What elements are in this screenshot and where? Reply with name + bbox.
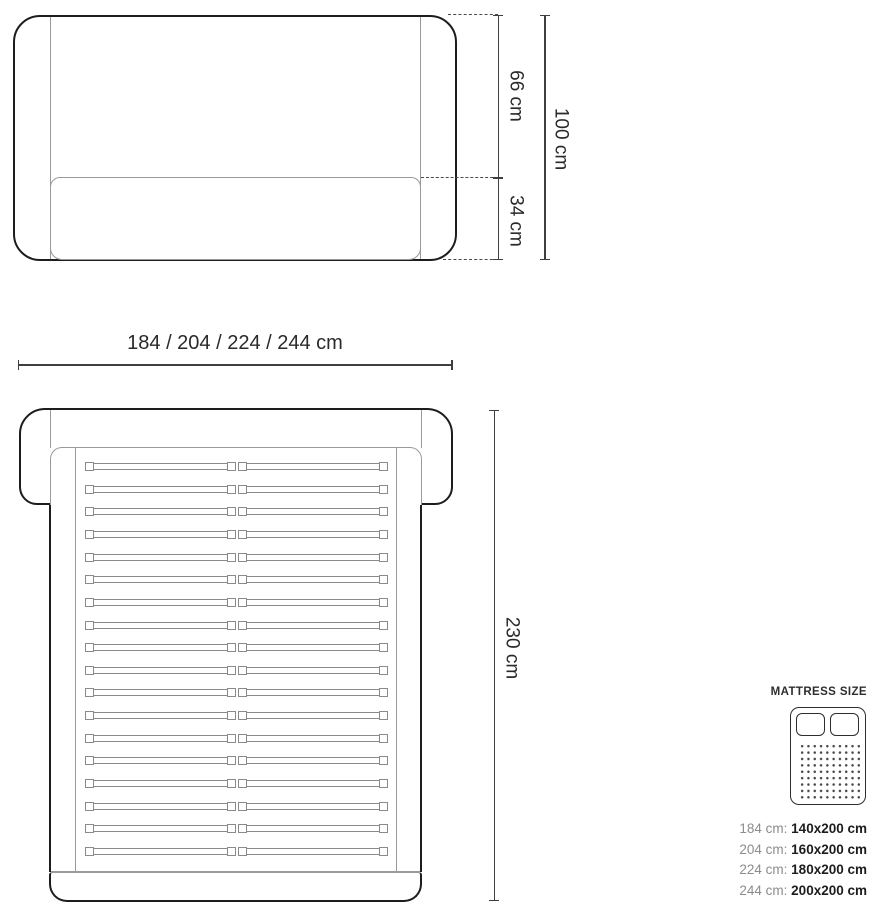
slat [85, 554, 236, 561]
slat-end-cap [85, 643, 94, 652]
slat-end-cap [85, 688, 94, 697]
slat-end-cap [85, 779, 94, 788]
slat-end-cap [379, 530, 388, 539]
dim-line-66-34 [498, 15, 500, 260]
slat-end-cap [227, 507, 236, 516]
legend-mattress-size: 140x200 cm [791, 821, 867, 836]
legend-bed-width: 224 cm: [739, 862, 788, 877]
slat-end-cap [379, 462, 388, 471]
slat-end-cap [227, 756, 236, 765]
pillow-icon [796, 713, 825, 736]
slat [238, 757, 388, 764]
legend-rows [697, 819, 867, 901]
slat [238, 554, 388, 561]
dim-label-230cm: 230 cm [501, 616, 523, 680]
dim-tick [493, 259, 503, 261]
slat-end-cap [238, 734, 247, 743]
slat-end-cap [379, 598, 388, 607]
slat [85, 531, 236, 538]
slat-end-cap [227, 688, 236, 697]
slat-end-cap [379, 485, 388, 494]
slat-end-cap [238, 643, 247, 652]
slat [238, 689, 388, 696]
slat-end-cap [85, 621, 94, 630]
frame-right-rail [396, 448, 397, 872]
slat [85, 644, 236, 651]
slat [238, 599, 388, 606]
slat [85, 780, 236, 787]
slat-end-cap [238, 462, 247, 471]
slat-end-cap [227, 462, 236, 471]
slat-end-cap [85, 507, 94, 516]
slat-end-cap [227, 711, 236, 720]
mattress-dots-pattern [798, 742, 860, 800]
slat-end-cap [85, 485, 94, 494]
slat-end-cap [85, 824, 94, 833]
slat [238, 531, 388, 538]
dim-tick [489, 900, 499, 902]
dim-label-34cm: 34 cm [505, 195, 527, 247]
legend-row [697, 860, 867, 881]
dim-tick [493, 15, 503, 17]
slat [85, 689, 236, 696]
slat [238, 848, 388, 855]
slat-end-cap [227, 734, 236, 743]
slat-end-cap [85, 756, 94, 765]
headboard-right-seam [421, 410, 422, 448]
frame-right-edge [420, 505, 423, 872]
slat-end-cap [379, 711, 388, 720]
slat-end-cap [379, 734, 388, 743]
headboard-left-seam [50, 410, 51, 448]
slat-end-cap [379, 553, 388, 562]
legend-bed-width: 204 cm: [739, 841, 788, 857]
legend-bed-width: 244 cm: [739, 882, 788, 898]
slat-end-cap [227, 553, 236, 562]
slat-end-cap [379, 779, 388, 788]
slat [238, 712, 388, 719]
slat [85, 803, 236, 810]
slat-end-cap [227, 666, 236, 675]
slat-end-cap [238, 847, 247, 856]
dim-tick [493, 177, 503, 179]
slat [238, 825, 388, 832]
legend-row [697, 840, 867, 861]
slat-end-cap [379, 802, 388, 811]
slat-end-cap [379, 575, 388, 584]
dim-label-66cm: 66 cm [505, 70, 527, 122]
slat [238, 486, 388, 493]
slat [85, 712, 236, 719]
slat-end-cap [379, 507, 388, 516]
extension-line-bottom [443, 259, 498, 260]
legend-bed-width: 184 cm: [739, 821, 788, 836]
front-view-base-panel [50, 177, 421, 260]
slat-end-cap [238, 575, 247, 584]
slat [238, 644, 388, 651]
slat [85, 599, 236, 606]
slat-end-cap [227, 530, 236, 539]
dim-tick [540, 259, 550, 261]
slat-end-cap [227, 779, 236, 788]
slat [238, 735, 388, 742]
slat-end-cap [238, 756, 247, 765]
dim-label-widths: 184 / 204 / 224 / 244 cm [127, 332, 343, 354]
slat-end-cap [238, 507, 247, 516]
slat [85, 486, 236, 493]
slat-end-cap [238, 824, 247, 833]
extension-line-top [448, 14, 498, 15]
slat-end-cap [227, 847, 236, 856]
slat-end-cap [85, 462, 94, 471]
slat-end-cap [85, 598, 94, 607]
slat-end-cap [238, 598, 247, 607]
slat-end-cap [85, 553, 94, 562]
slat [238, 780, 388, 787]
slat-end-cap [238, 779, 247, 788]
slat-end-cap [238, 802, 247, 811]
slat [85, 667, 236, 674]
dim-tick [18, 360, 20, 370]
slat [238, 463, 388, 470]
slat-end-cap [85, 847, 94, 856]
slat [85, 757, 236, 764]
legend-mattress-size: 180x200 cm [791, 862, 867, 877]
slat-end-cap [238, 666, 247, 675]
slat [85, 735, 236, 742]
slat-end-cap [379, 666, 388, 675]
slat-end-cap [379, 643, 388, 652]
slat [238, 803, 388, 810]
dim-line-230 [494, 410, 496, 901]
slat-end-cap [227, 824, 236, 833]
dim-tick [540, 15, 550, 17]
slat-end-cap [85, 575, 94, 584]
slat [85, 463, 236, 470]
slat-end-cap [85, 666, 94, 675]
slat [85, 622, 236, 629]
slat-end-cap [85, 802, 94, 811]
slat-end-cap [85, 711, 94, 720]
dim-tick [489, 410, 499, 412]
slat [238, 667, 388, 674]
slat-end-cap [238, 485, 247, 494]
dim-tick [451, 360, 453, 370]
mattress-icon [790, 707, 866, 805]
slat-end-cap [379, 621, 388, 630]
slat-end-cap [227, 485, 236, 494]
slat-end-cap [238, 553, 247, 562]
slat-end-cap [227, 802, 236, 811]
extension-line-middle [421, 177, 498, 178]
slat-end-cap [379, 688, 388, 697]
slat [238, 576, 388, 583]
slat-end-cap [227, 575, 236, 584]
slat [85, 825, 236, 832]
frame-left-rail [75, 448, 76, 872]
slat-end-cap [238, 688, 247, 697]
legend-mattress-size: 160x200 cm [791, 841, 867, 857]
slat-end-cap [227, 643, 236, 652]
legend-row [697, 819, 867, 840]
slat-end-cap [379, 824, 388, 833]
legend-row [697, 881, 867, 902]
dim-label-100cm: 100 cm [550, 107, 572, 171]
dim-line-100 [544, 15, 546, 260]
slat [85, 576, 236, 583]
slat [238, 508, 388, 515]
legend-mattress-size: 200x200 cm [791, 882, 867, 898]
slat-end-cap [238, 711, 247, 720]
slat-end-cap [227, 621, 236, 630]
dim-line-width [18, 364, 452, 366]
slat [85, 848, 236, 855]
slat-end-cap [85, 530, 94, 539]
slat-end-cap [379, 847, 388, 856]
legend-title: MATTRESS SIZE [770, 686, 867, 698]
slat [85, 508, 236, 515]
slat-end-cap [238, 621, 247, 630]
frame-left-edge [49, 505, 52, 872]
slat-end-cap [379, 756, 388, 765]
slat-end-cap [238, 530, 247, 539]
slat [238, 622, 388, 629]
top-view-footboard [49, 872, 422, 902]
slat-end-cap [85, 734, 94, 743]
pillow-icon [830, 713, 859, 736]
slat-end-cap [227, 598, 236, 607]
